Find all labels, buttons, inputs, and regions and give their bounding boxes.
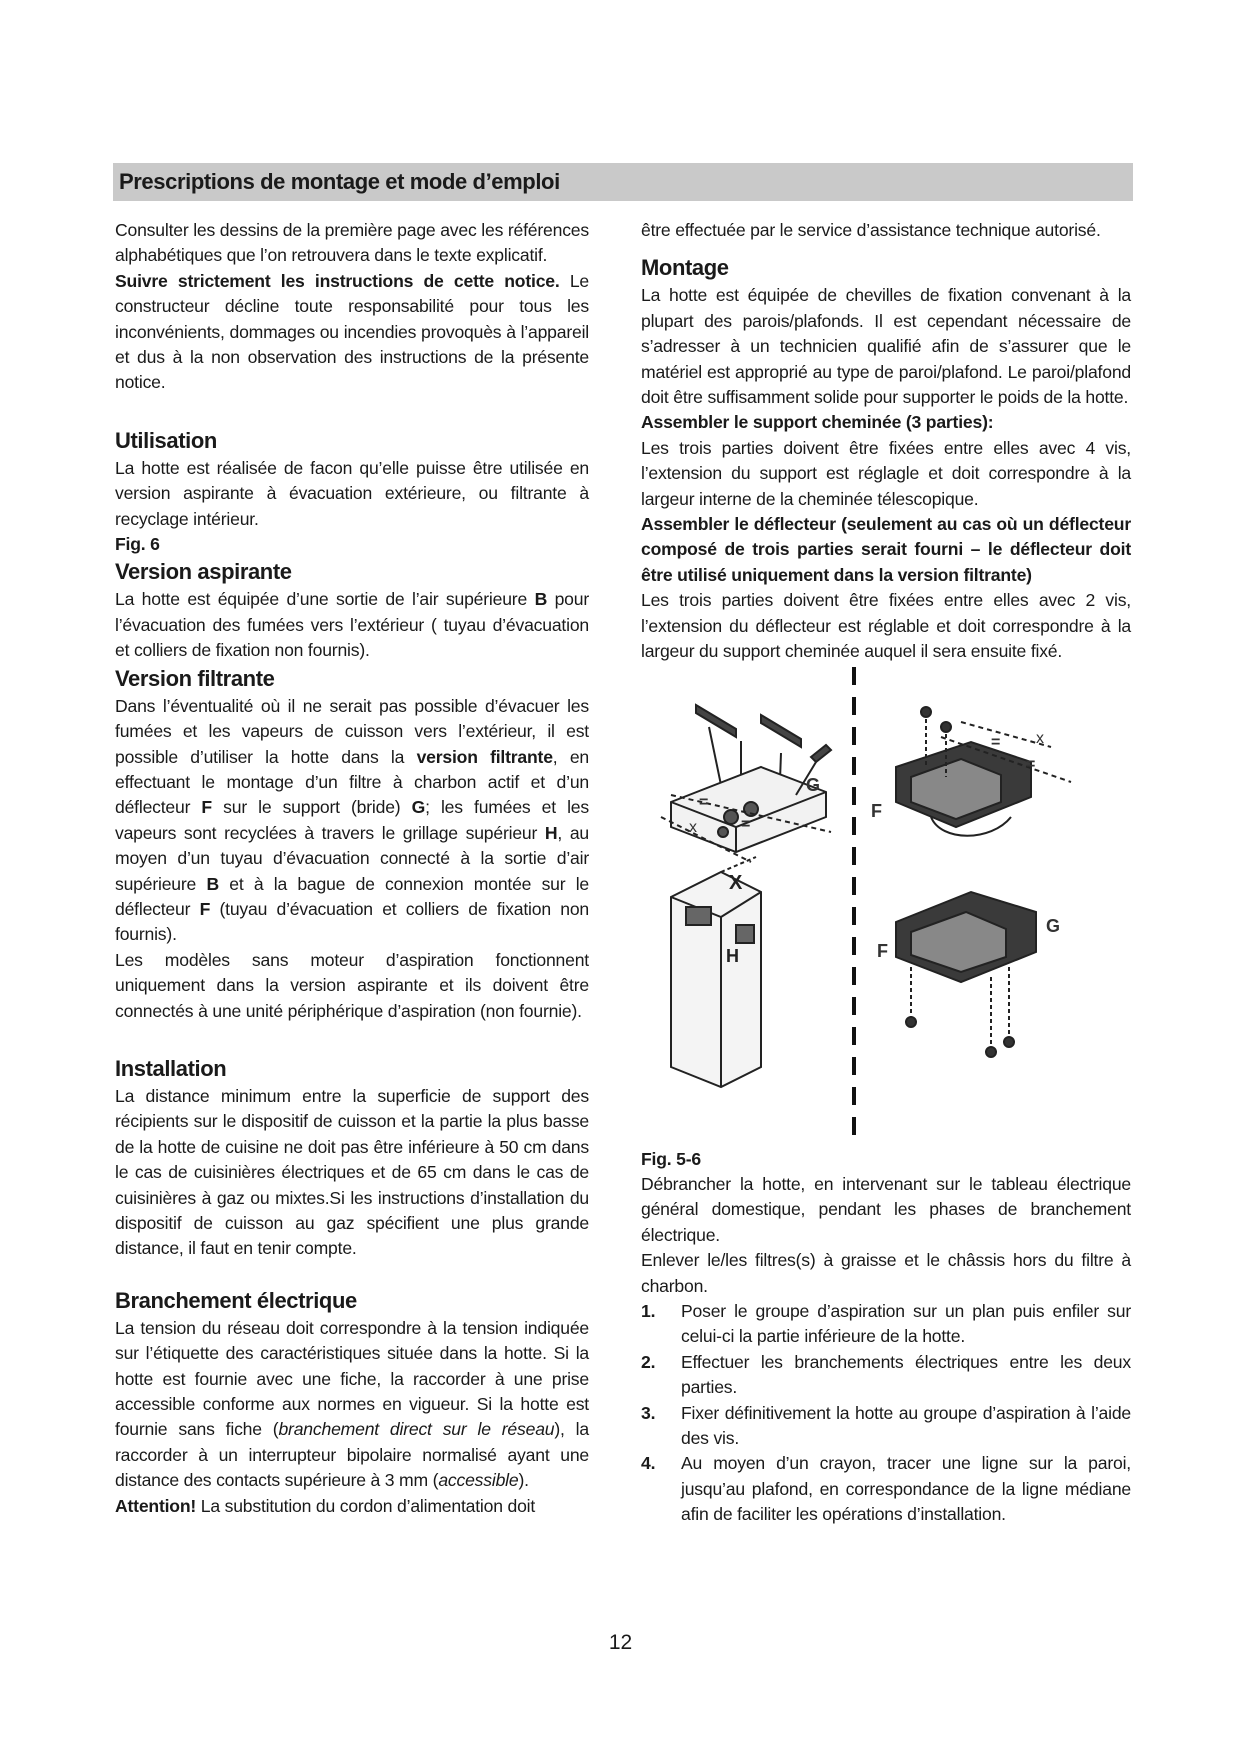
- filtrante-heading: Version filtrante: [115, 665, 275, 691]
- label-f-top: F: [871, 800, 882, 821]
- utilisation-text: La hotte est réalisée de facon qu’elle puisse être utilisée en version aspirante à évacuation extérieure, ou filtrante à recyclage intérieur.: [115, 457, 589, 529]
- label-x-bottom: X: [729, 871, 743, 894]
- deflector-bottom-drawing: [896, 892, 1036, 1057]
- intro-paragraph: Consulter les dessins de la première page avec les références alphabétiques que l’on retrouvera dans le texte explicatif.: [115, 220, 589, 266]
- aspirante-text: La hotte est équipée d’une sortie de l’air supérieure B pour l’évacuation des fumées vers l’extérieur ( tuyau d’évacuation et colliers de fixation non fournis).: [115, 589, 590, 661]
- label-g-bottom: G: [1046, 915, 1060, 936]
- list-item: 4. Au moyen d’un crayon, tracer une ligne sur la paroi, jusqu’au plafond, en correspondance de la ligne médiane afin de faciliter les opérations d’installation.: [641, 1453, 1131, 1525]
- label-g-top: G: [806, 774, 820, 795]
- label-eq-3: =: [991, 733, 1001, 751]
- fig6-label: Fig. 6: [115, 534, 160, 555]
- assembly-diagram: [641, 667, 1131, 1141]
- right-column: [641, 218, 1131, 1528]
- steps-list: [641, 1299, 1131, 1528]
- utilisation-heading: Utilisation: [115, 427, 217, 453]
- intro-warning-bold: Suivre strictement les instructions de cette notice.: [115, 270, 560, 291]
- deflecteur-heading: Assembler le déflecteur (seulement au cas où un déflecteur composé de trois parties serait fourni – le déflecteur doit être utilisé uniquement dans la version filtrante): [641, 514, 1131, 585]
- support-text: Les trois parties doivent être fixées entre elles avec 4 vis, l’extension du support est réglagle et doit correspondre à la largeur interne de la cheminée télescopique.: [641, 437, 1131, 509]
- branchement-text: La tension du réseau doit correspondre à la tension indiquée sur l’étiquette des caractéristiques située dans la hotte. Si la hotte est fournie avec une fiche, la raccorder à une prise accessible conforme aux normes en vigueur. Si la hotte est fournie sans fiche (branchement direct sur le réseau), la raccorder à un interrupteur bipolaire normalisé ayant une distance des contacts supérieure à 3 mm (accessible).: [115, 1317, 589, 1491]
- deflecteur-text: Les trois parties doivent être fixées entre elles avec 2 vis, l’extension du déflecteur est réglable et doit correspondre à la largeur du support cheminée auquel il sera ensuite fixé.: [641, 590, 1131, 662]
- filtrante-models-text: Les modèles sans moteur d’aspiration fonctionnent uniquement dans la version aspirante et ils doivent être connectés à une unité périphérique d’aspiration (non fournie).: [115, 949, 589, 1021]
- branchement-heading: Branchement électrique: [115, 1287, 357, 1313]
- list-item: 3. Fixer définitivement la hotte au groupe d’aspiration à l’aide des vis.: [641, 1402, 1131, 1448]
- label-eq-2: =: [741, 815, 751, 833]
- aspirante-heading: Version aspirante: [115, 559, 292, 585]
- page-title: Prescriptions de montage et mode d’emploi: [113, 163, 1133, 201]
- left-column: [115, 218, 589, 1519]
- enlever-text: Enlever le/les filtres(s) à graisse et le châssis hors du filtre à charbon.: [641, 1250, 1131, 1296]
- label-eq-4: =: [1026, 755, 1036, 773]
- label-eq-1: =: [699, 793, 709, 811]
- assembly-figure: [641, 667, 1131, 1141]
- label-x-small-right: x: [1036, 729, 1044, 747]
- attention-text: Attention! La substitution du cordon d’alimentation doit: [115, 1495, 536, 1516]
- chimney-drawing: [671, 857, 761, 1087]
- continuation-text: être effectuée par le service d’assistance technique autorisé.: [641, 220, 1101, 240]
- label-h-bottom: H: [726, 945, 739, 966]
- installation-text: La distance minimum entre la superficie de support des récipients sur le dispositif de cuisson et la partie la plus basse de la hotte de cuisine ne doit pas être inférieure à 50 cm dans le cas de cuisinières électriques et de 65 cm dans le cas de cuisinières à gaz ou mixtes.Si les instructions d’installation du dispositif de cuisson au gaz spécifient une plus grande distance, il faut en tenir compte.: [115, 1085, 589, 1259]
- filtrante-text: Dans l’éventualité où il ne serait pas possible d’évacuer les fumées et les vapeurs de cuisson vers l’extérieur, il est possible d’utiliser la hotte dans la version filtrante, en effectuant le montage d’un filtre à charbon actif et d’un déflecteur F sur le support (bride) G; les fumées et les vapeurs sont recyclées à travers le grillage supérieur H, au moyen d’un tuyau d’évacuation connecté à la sortie d’air supérieure B et à la bague de connexion montée sur le déflecteur F (tuyau d’évacuation et colliers de fixation non fournis).: [115, 695, 590, 945]
- fig56-label: Fig. 5-6: [641, 1148, 701, 1169]
- installation-heading: Installation: [115, 1055, 227, 1081]
- intro-warning-paragraph: Suivre strictement les instructions de cette notice. Le constructeur décline toute responsabilité pour tous les inconvénients, dommages ou incendies provoquès à l’appareil et dus à la non observation des instructions de la présente notice.: [115, 270, 590, 393]
- deflector-top-drawing: [896, 707, 1071, 836]
- debrancher-text: Débrancher la hotte, en intervenant sur le tableau électrique général domestique, pendant les phases de branchement électrique.: [641, 1173, 1131, 1245]
- label-x-small-left: x: [689, 818, 697, 836]
- label-f-bottom: F: [877, 940, 888, 961]
- support-heading: Assembler le support cheminée (3 parties):: [641, 412, 994, 433]
- montage-text: La hotte est équipée de chevilles de fixation convenant à la plupart des parois/plafonds. Il est cependant nécessaire de s’adresser à un technicien qualifié afin de s’assurer que le matériel est approprié au type de paroi/plafond. Le paroi/plafond doit être suffisamment solide pour supporter le poids de la hotte.: [641, 285, 1131, 408]
- list-item: 2. Effectuer les branchements électriques entre les deux parties.: [641, 1351, 1131, 1398]
- montage-heading: Montage: [641, 255, 729, 281]
- page-number: 12: [608, 1631, 633, 1654]
- list-item: 1. Poser le groupe d’aspiration sur un plan puis enfiler sur celui-ci la partie inférieure de la hotte.: [641, 1300, 1131, 1347]
